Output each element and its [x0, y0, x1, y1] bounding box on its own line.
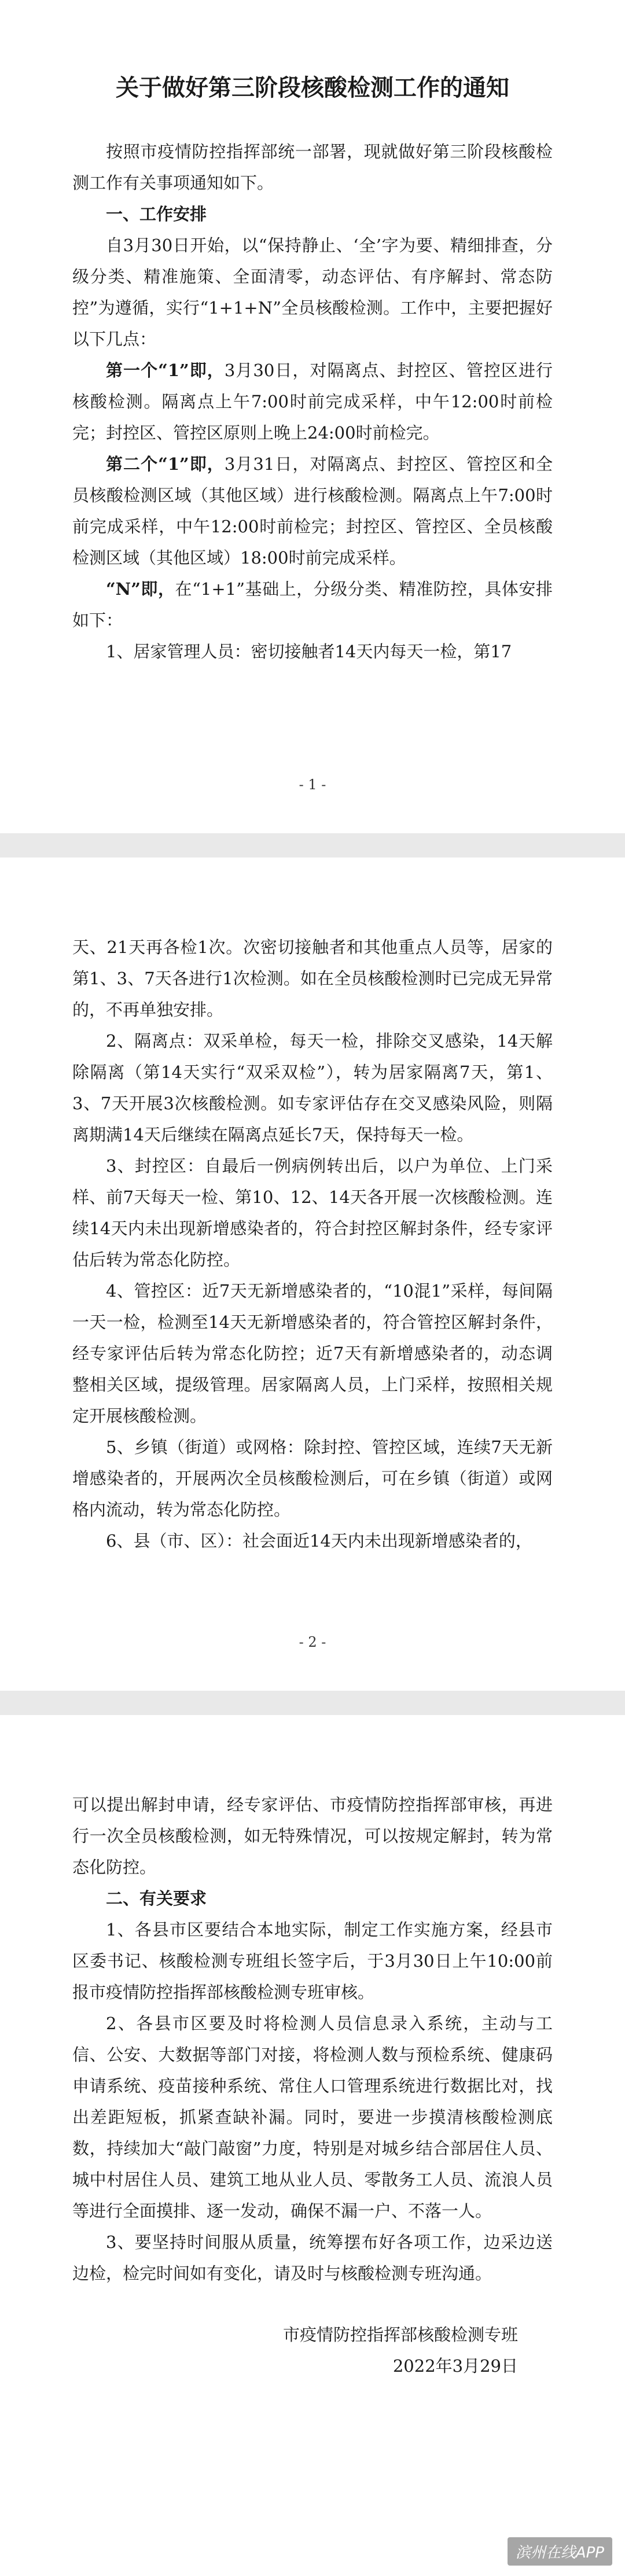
item4-paragraph: 4、管控区：近7天无新增感染者的，“10混1”采样，每间隔一天一检，检测至14天无新增感染者的，符合管控区解封条件，经专家评估后转为常态化防控；近7天有新增感染者的，动态调整相关区域，提级管理。居家隔离人员，上门采样，按照相关规定开展核酸检测。 — [72, 1281, 553, 1426]
item5-paragraph: 5、乡镇（街道）或网格：除封控、管控区域，连续7天无新增感染者的，开展两次全员核酸检测后，可在乡镇（街道）或网格内流动，转为常态化防控。 — [72, 1437, 553, 1519]
item6-paragraph-end: 可以提出解封申请，经专家评估、市疫情防控指挥部审核，再进行一次全员核酸检测，如无特殊情况，可以按规定解封，转为常态化防控。 — [72, 1795, 553, 1877]
page-number-2: - 2 - — [299, 1634, 326, 1650]
page-number-1: - 1 - — [299, 777, 326, 793]
n-text: 在“1+1”基础上，分级分类、精准防控，具体安排如下： — [72, 579, 553, 630]
document-page-2 — [0, 858, 625, 1691]
item1-paragraph-start: 1、居家管理人员：密切接触者14天内每天一检，第17 — [106, 642, 512, 661]
document-title: 关于做好第三阶段核酸检测工作的通知 — [116, 75, 509, 101]
first-one-text: 3月30日，对隔离点、封控区、管控区进行核酸检测。隔离点上午7:00时前完成采样，中午12:00时前检完；封控区、管控区原则上晚上24:00时前检完。 — [72, 360, 553, 443]
n-label: “N”即， — [106, 579, 175, 599]
requirement-1: 1、各县市区要结合本地实际，制定工作实施方案，经县市区委书记、核酸检测专班组长签字后，于3月30日上午10:00前报市疫情防控指挥部核酸检测专班审核。 — [72, 1920, 553, 2002]
n-paragraph — [72, 573, 553, 636]
item1-paragraph-end: 天、21天再各检1次。次密切接触者和其他重点人员等，居家的第1、3、7天各进行1次检测。如在全员核酸检测时已完成无异常的，不再单独安排。 — [72, 937, 553, 1020]
signature-date: 2022年3月29日 — [392, 2356, 518, 2376]
first-one-label: 第一个“1”即， — [106, 360, 225, 380]
requirement-2: 2、各县市区要及时将检测人员信息录入系统，主动与工信、公安、大数据等部门对接，将检测人数与预检系统、健康码申请系统、疫苗接种系统、常住人口管理系统进行数据比对，找出差距短板，抓紧查缺补漏。同时，要进一步摸清核酸检测底数，持续加大“敲门敲窗”力度，特别是对城乡结合部居住人员、城中村居住人员、建筑工地从业人员、零散务工人员、流浪人员等进行全面摸排、逐一发动，确保不漏一户、不落一人。 — [72, 2014, 553, 2221]
intro-paragraph: 按照市疫情防控指挥部统一部署，现就做好第三阶段核酸检测工作有关事项通知如下。 — [72, 142, 553, 193]
item2-paragraph: 2、隔离点：双采单检，每天一检，排除交叉感染，14天解除隔离（第14天实行“双采双检”），转为居家隔离7天，第1、3、7天开展3次核酸检测。如专家评估存在交叉感染风险，则隔离期满14天后继续在隔离点延长7天，保持每天一检。 — [72, 1031, 553, 1145]
section2-heading: 二、有关要求 — [106, 1889, 207, 1908]
item6-paragraph-start: 6、县（市、区）：社会面近14天内未出现新增感染者的， — [106, 1531, 532, 1551]
signature-organization: 市疫情防控指挥部核酸检测专班 — [282, 2325, 518, 2345]
requirement-3: 3、要坚持时间服从质量，统筹摆布好各项工作，边采边送边检，检完时间如有变化，请及时与核酸检测专班沟通。 — [72, 2232, 553, 2283]
document-page-1 — [0, 0, 625, 833]
section1-paragraph: 自3月30日开始，以“保持静止、‘全’字为要、精细排查，分级分类、精准施策、全面清零，动态评估、有序解封、常态防控”为遵循，实行“1+1+N”全员核酸检测。工作中，主要把握好以下几点： — [72, 235, 553, 349]
app-watermark: 滨州在线APP — [508, 2537, 612, 2566]
section1-heading: 一、工作安排 — [106, 204, 207, 224]
first-one-paragraph — [72, 355, 553, 448]
second-one-label: 第二个“1”即， — [106, 454, 225, 474]
item3-paragraph: 3、封控区：自最后一例病例转出后，以户为单位、上门采样、前7天每天一检、第10、12、14天各开展一次核酸检测。连续14天内未出现新增感染者的，符合封控区解封条件，经专家评估后转为常态化防控。 — [72, 1156, 553, 1269]
document-page-3 — [0, 1715, 625, 2576]
second-one-paragraph — [72, 448, 553, 573]
second-one-text: 3月31日，对隔离点、封控区、管控区和全员核酸检测区域（其他区域）进行核酸检测。隔离点上午7:00时前完成采样，中午12:00时前检完；封控区、管控区、全员核酸检测区域（其他区域）18:00时前完成采样。 — [72, 454, 553, 568]
